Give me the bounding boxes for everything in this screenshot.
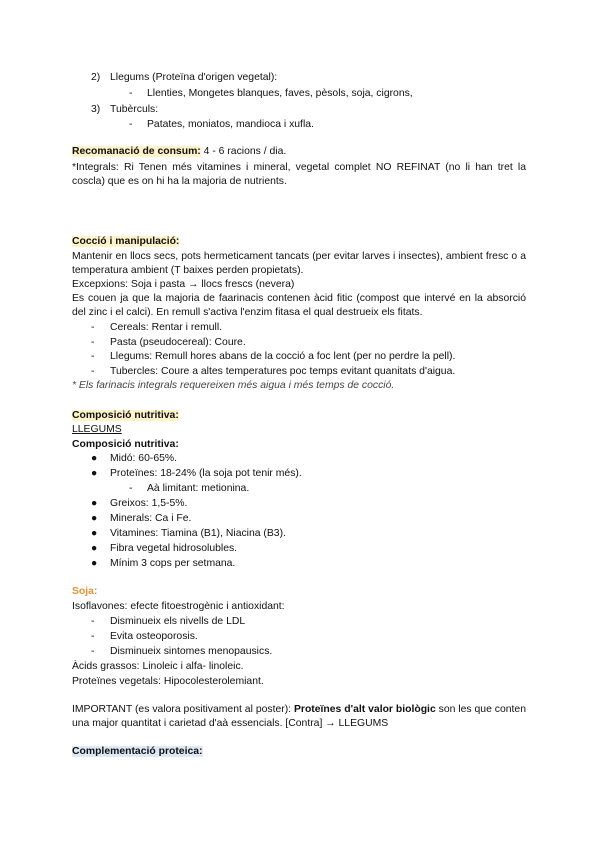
dash: - [91,366,95,377]
dash: - [91,616,95,627]
list-item-llegums: Llegums (Proteïna d'origen vegetal): [110,72,278,83]
soja-line1: Isoflavones: efecte fitoestrogènic i antioxidant: [72,601,285,612]
section-title-composicio: Composició nutritiva: [72,410,179,421]
soja-item: Evita osteoporosis. [110,631,198,642]
list-sub-llegums: Llenties, Mongetes blanques, faves, pèsols, soja, cigrons, [147,88,413,99]
bullet: ● [91,453,98,464]
coccio-p1: Mantenir en llocs secs, pots hermeticament tancats (per evitar larves i insectes), ambient fresc o a temperatura ambient (T baixes perden propietats). [72,251,526,276]
comp-subitem: Aà limitant: metionina. [147,483,250,494]
comp-subtitle: Composició nutritiva: [72,439,179,450]
comp-item: Proteïnes: 18-24% (la soja pot tenir més). [110,468,302,479]
dash: - [129,119,133,130]
integrals-text: *Integrals: Ri Tenen més vitamines i mineral, vegetal complet NO REFINAT (no li han tret la coscla) que es on hi ha la majoria de nutrients. [72,162,526,187]
comp-item: Fibra vegetal hidrosolubles. [110,543,238,554]
comp-item: Mínim 3 cops per setmana. [110,558,236,569]
recom-line [72,145,286,159]
dash: - [91,646,95,657]
recom-text: 4 - 6 racions / dia. [200,146,287,157]
coccio-p3: Es couen ja que la majoria de faarinacis contenen àcid fitic (compost que intervé en la absorció del zinc i el calci). En remull s'activa l'enzim fitasa el qual destrueix els fitats. [72,293,526,318]
soja-line3: Proteïnes vegetals: Hipocolesterolemiant. [72,676,264,687]
comp-item: Minerals: Ca i Fe. [110,513,192,524]
list-num-2: 2) [91,72,101,83]
list-sub-tuberculs: Patates, moniatos, mandioca i xufla. [147,119,314,130]
list-num-3: 3) [91,104,101,115]
soja-item: Disminueix els nivells de LDL [110,616,246,627]
comp-sub-llegums: LLEGUMS [72,424,122,435]
soja-line2: Àcids grassos: Linoleic i alfa- linoleic. [72,661,244,672]
dash: - [91,351,95,362]
bullet: ● [91,468,98,479]
section-title-complementacio: Complementació proteica: [72,746,203,757]
bullet: ● [91,498,98,509]
comp-item: Greixos: 1,5-5%. [110,498,188,509]
important-paragraph: IMPORTANT (es valora positivament al poster): Proteïnes d'alt valor biològic son les que conten una major quantitat i carietad d'aà essencials. [Contra] → LLEGUMS [72,704,526,729]
soja-item: Disminueix sintomes menopausics. [110,646,273,657]
section-title-soja: Soja: [72,586,98,597]
dash: - [129,88,133,99]
bullet: ● [91,528,98,539]
coccio-item: Tubercles: Coure a altes temperatures poc temps evitant quanitats d'aigua. [110,366,456,377]
bullet: ● [91,558,98,569]
dash: - [91,337,95,348]
coccio-note: * Els farinacis integrals requereixen més aigua i més temps de cocció. [72,380,395,391]
dash: - [91,631,95,642]
coccio-p2: Excepxions: Soja i pasta → llocs frescs (nevera) [72,279,295,290]
comp-item: Midó: 60-65%. [110,453,177,464]
coccio-item: Pasta (pseudocereal): Coure. [110,337,246,348]
section-title-coccio: Cocció i manipulació: [72,236,180,247]
bullet: ● [91,543,98,554]
list-item-tuberculs: Tubèrculs: [110,104,159,115]
recom-title: Recomanació de consum: [72,146,201,157]
coccio-item: Cereals: Rentar i remull. [110,322,223,333]
dash: - [91,322,95,333]
comp-item: Vitamines: Tiamina (B1), Niacina (B3). [110,528,286,539]
coccio-item: Llegums: Remull hores abans de la cocció a foc lent (per no perdre la pell). [110,351,456,362]
bullet: ● [91,513,98,524]
dash: - [129,483,133,494]
